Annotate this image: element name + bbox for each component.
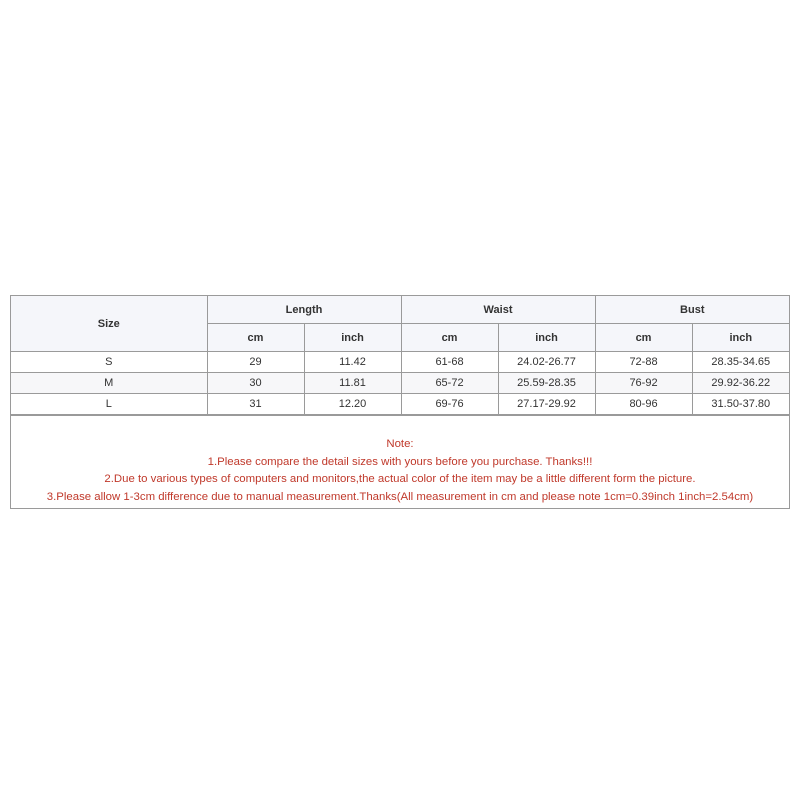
header-row-groups bbox=[11, 296, 789, 324]
size-header: Size bbox=[11, 296, 207, 352]
size-table bbox=[11, 296, 789, 415]
size-cell: M bbox=[11, 373, 207, 394]
table-cell: 29 bbox=[207, 352, 304, 373]
table-cell: 27.17-29.92 bbox=[498, 394, 595, 415]
table-cell: 69-76 bbox=[401, 394, 498, 415]
table-cell: 28.35-34.65 bbox=[692, 352, 789, 373]
bust-header: Bust bbox=[595, 296, 789, 324]
table-cell: 31.50-37.80 bbox=[692, 394, 789, 415]
note-line: 1.Please compare the detail sizes with yours before you purchase. Thanks!!! bbox=[207, 455, 593, 468]
table-cell: 24.02-26.77 bbox=[498, 352, 595, 373]
unit-header: cm bbox=[595, 324, 692, 352]
table-cell: 31 bbox=[207, 394, 304, 415]
table-cell: 11.81 bbox=[304, 373, 401, 394]
table-row bbox=[11, 373, 789, 394]
unit-header: inch bbox=[692, 324, 789, 352]
table-cell: 72-88 bbox=[595, 352, 692, 373]
unit-header: cm bbox=[401, 324, 498, 352]
size-chart bbox=[10, 295, 790, 509]
notes-section bbox=[11, 415, 789, 508]
note-title: Note: bbox=[386, 438, 414, 450]
note-line: 3.Please allow 1-3cm difference due to manual measurement.Thanks(All measurement in cm and please note 1cm=0.39inch 1inch=2.54cm) bbox=[46, 490, 754, 503]
table-cell: 11.42 bbox=[304, 352, 401, 373]
table-row bbox=[11, 352, 789, 373]
size-cell: L bbox=[11, 394, 207, 415]
table-cell: 65-72 bbox=[401, 373, 498, 394]
table-cell: 30 bbox=[207, 373, 304, 394]
note-line: 2.Due to various types of computers and monitors,the actual color of the item may be a little different form the picture. bbox=[104, 473, 696, 485]
unit-header: inch bbox=[498, 324, 595, 352]
table-cell: 61-68 bbox=[401, 352, 498, 373]
table-cell: 25.59-28.35 bbox=[498, 373, 595, 394]
table-cell: 76-92 bbox=[595, 373, 692, 394]
table-cell: 29.92-36.22 bbox=[692, 373, 789, 394]
length-header: Length bbox=[207, 296, 401, 324]
table-cell: 80-96 bbox=[595, 394, 692, 415]
unit-header: cm bbox=[207, 324, 304, 352]
size-cell: S bbox=[11, 352, 207, 373]
table-cell: 12.20 bbox=[304, 394, 401, 415]
unit-header: inch bbox=[304, 324, 401, 352]
waist-header: Waist bbox=[401, 296, 595, 324]
table-row bbox=[11, 394, 789, 415]
